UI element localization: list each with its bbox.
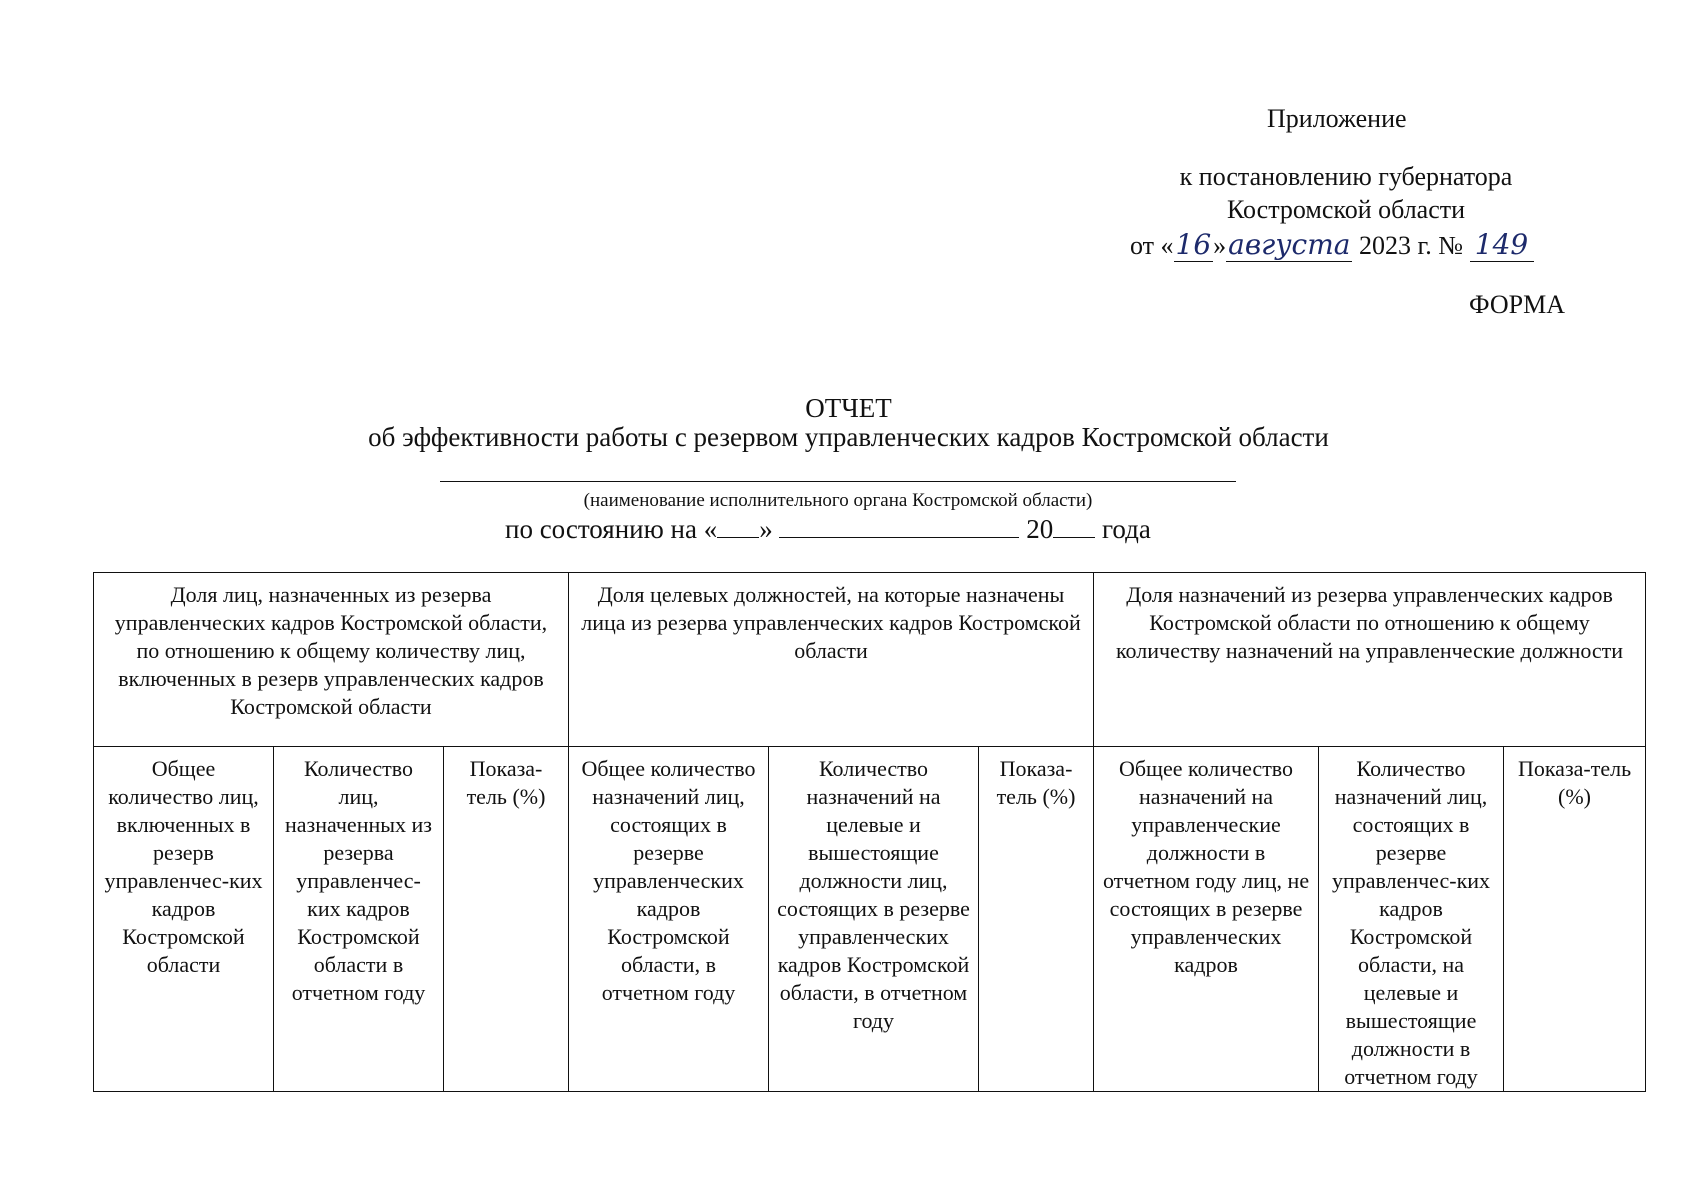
- column-header-cell: Количество лиц, назначенных из резерва управленчес-ких кадров Костромской области в отчетном году: [274, 747, 444, 1092]
- group-header-row: [94, 573, 1646, 747]
- resolution-number-handwritten: 149: [1470, 228, 1534, 262]
- group-header-cell: Доля целевых должностей, на которые назначены лица из резерва управленческих кадров Костромской области: [569, 573, 1094, 747]
- report-date-line: [505, 514, 1151, 545]
- column-header-cell: Общее количество назначений на управленческие должности в отчетном году лиц, не состоящих в резерве управленческих кадров: [1094, 747, 1319, 1092]
- org-name-blank-line: [440, 481, 1236, 482]
- group-header-cell: Доля лиц, назначенных из резерва управленческих кадров Костромской области, по отношению к общему количеству лиц, включенных в резерв управленческих кадров Костромской области: [94, 573, 569, 747]
- date-month-handwritten: августа: [1228, 228, 1351, 261]
- date-day-handwritten: 16: [1175, 228, 1212, 261]
- day-blank: [717, 517, 759, 538]
- appendix-title: Приложение: [1267, 104, 1407, 133]
- report-subtitle: об эффективности работы с резервом управленческих кадров Костромской области: [368, 422, 1329, 452]
- date-prefix: от «: [1130, 231, 1174, 260]
- group-header-cell: Доля назначений из резерва управленческих кадров Костромской области по отношению к общему количеству назначений на управленческие должности: [1094, 573, 1646, 747]
- date-mid: »: [1213, 231, 1227, 260]
- date-year: 2023 г. №: [1352, 231, 1470, 260]
- column-header-cell: Общее количество лиц, включенных в резерв управленчес-ких кадров Костромской области: [94, 747, 274, 1092]
- column-header-row: [94, 747, 1646, 1092]
- column-header-cell: Показа-тель (%): [979, 747, 1094, 1092]
- state-suffix: года: [1095, 514, 1151, 544]
- report-table: [93, 572, 1646, 1092]
- column-header-cell: Общее количество назначений лиц, состоящих в резерве управленческих кадров Костромской области, в отчетном году: [569, 747, 769, 1092]
- column-header-cell: Показа-тель (%): [1504, 747, 1646, 1092]
- resolution-date-line: [1130, 228, 1534, 262]
- org-name-caption: (наименование исполнительного органа Костромской области): [583, 490, 1093, 511]
- state-year: 20: [1019, 514, 1054, 544]
- appendix-line-2: Костромской области: [1226, 195, 1466, 224]
- column-header-cell: Количество назначений лиц, состоящих в резерве управленчес-ких кадров Костромской области, на целевые и вышестоящие должности в отчетном году: [1319, 747, 1504, 1092]
- column-header-cell: Количество назначений на целевые и вышестоящие должности лиц, состоящих в резерве управленческих кадров Костромской области, в отчетном году: [769, 747, 979, 1092]
- column-header-cell: Показа-тель (%): [444, 747, 569, 1092]
- form-label: ФОРМА: [1469, 290, 1565, 319]
- appendix-line-1: к постановлению губернатора: [1179, 162, 1513, 191]
- state-prefix: по состоянию на «: [505, 514, 718, 544]
- month-blank: [779, 517, 1019, 538]
- state-mid: »: [759, 514, 780, 544]
- report-title: ОТЧЕТ: [805, 393, 892, 423]
- year-blank: [1053, 517, 1095, 538]
